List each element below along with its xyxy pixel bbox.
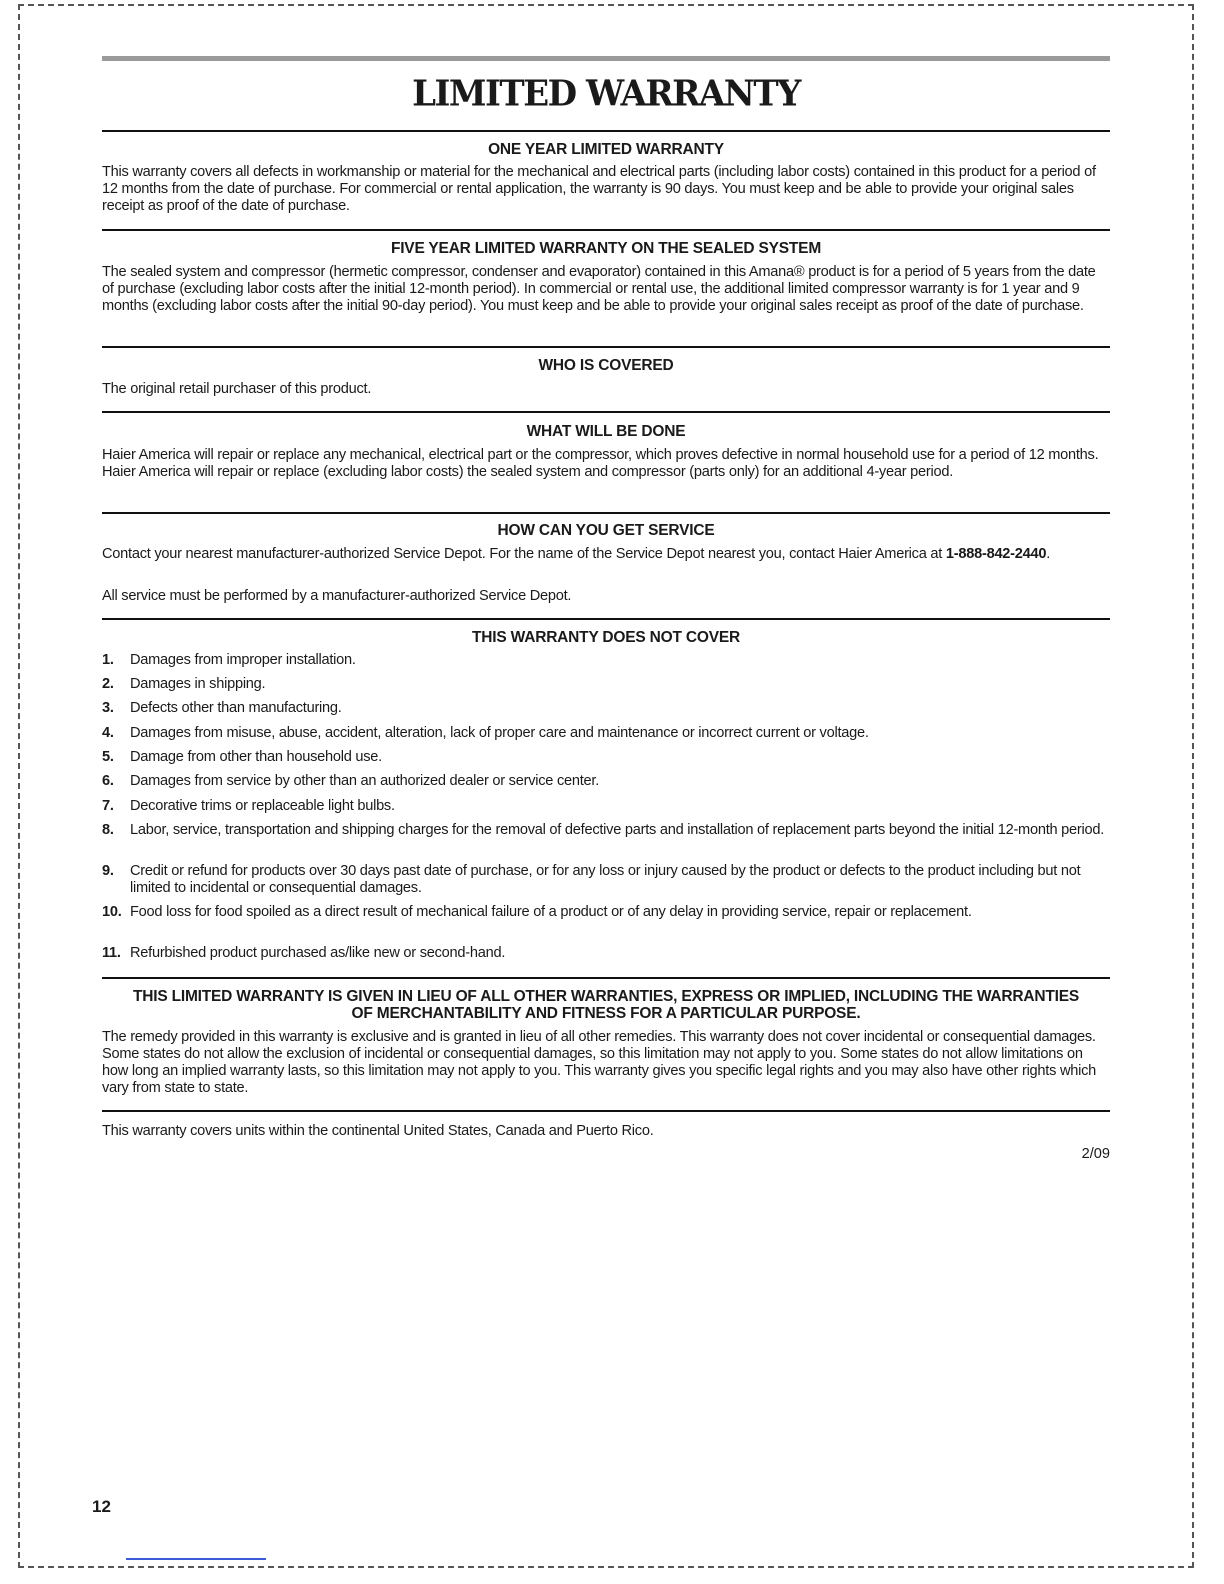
section-rule (102, 346, 1110, 348)
what-done-body: Haier America will repair or replace any mechanical, electrical part or the compressor, which proves defective in normal household use for a period of 12 months. Haier America will repair or replace (excluding labor costs) the sealed system and compressor (parts only) for an additional 4-year period. (102, 447, 1099, 480)
list-item-text: Damages from improper installation. (130, 652, 356, 668)
page-title: LIMITED WARRANTY (412, 73, 800, 115)
list-item-number: 5. (102, 749, 114, 765)
list-item-text: Damages from misuse, abuse, accident, alteration, lack of proper care and maintenance or incorrect current or voltage. (130, 725, 869, 741)
list-item-text: Decorative trims or replaceable light bulbs. (130, 798, 395, 814)
service-phone-suffix: . (1046, 546, 1051, 562)
list-item-text: Defects other than manufacturing. (130, 700, 342, 716)
service-phone: 1-888-842-2440 (945, 546, 1047, 562)
list-item-number: 9. (102, 863, 114, 879)
one-year-body: This warranty covers all defects in workmanship or material for the mechanical and electrical parts (including labor costs) contained in this product for a period of 12 months from the date of purchase. For commercial or rental application, the warranty is 90 days. You must keep and be able to provide your original sales receipt as proof of the date of purchase. (102, 164, 1096, 214)
list-item-text: Damages from service by other than an authorized dealer or service center. (130, 773, 600, 789)
list-item-text: Damages in shipping. (130, 676, 266, 692)
section-rule (102, 618, 1110, 620)
five-year-heading: FIVE YEAR LIMITED WARRANTY ON THE SEALED SYSTEM (390, 240, 822, 257)
list-item-text: Food loss for food spoiled as a direct result of mechanical failure of a product or of any delay in providing service, repair or replacement. (130, 904, 972, 920)
list-item-number: 7. (102, 798, 114, 814)
bottom-link-underline (126, 1558, 266, 1560)
service-body-2: All service must be performed by a manufacturer-authorized Service Depot. (102, 588, 572, 604)
service-text: Contact your nearest manufacturer-authorized Service Depot. For the name of the Service Depot nearest you, contact Haier America at (102, 546, 943, 562)
who-covered-heading: WHO IS COVERED (538, 357, 674, 374)
list-item-number: 6. (102, 773, 114, 789)
list-item-number: 8. (102, 822, 114, 838)
section-rule (102, 130, 1110, 132)
date-code: 2/09 (1081, 1146, 1110, 1162)
list-item-number: 3. (102, 700, 114, 716)
lieu-heading: THIS LIMITED WARRANTY IS GIVEN IN LIEU OF ALL OTHER WARRANTIES, EXPRESS OR IMPLIED, INCLUDING THE WARRANTIES OF MERCHANTABILITY AND FITNESS FOR A PARTICULAR PURPOSE. (132, 988, 1080, 1022)
list-item-number: 10. (102, 904, 122, 920)
five-year-body: The sealed system and compressor (hermetic compressor, condenser and evaporator) contained in this Amana® product is for a period of 5 years from the date of purchase (excluding labor costs after the initial 12-month period). In commercial or rental use, the additional limited compressor warranty is for 1 year and 9 months (excluding labor costs after the initial 90-day period). You must keep and be able to provide your original sales receipt as proof of the date of purchase. (102, 264, 1096, 314)
list-item-text: Damage from other than household use. (130, 749, 382, 765)
section-rule (102, 977, 1110, 979)
service-heading: HOW CAN YOU GET SERVICE (497, 522, 715, 539)
section-rule (102, 229, 1110, 231)
top-gray-bar (102, 56, 1110, 61)
who-covered-body: The original retail purchaser of this product. (102, 381, 372, 397)
list-item-number: 1. (102, 652, 114, 668)
coverage-body: This warranty covers units within the continental United States, Canada and Puerto Rico. (102, 1123, 654, 1139)
list-item-number: 11. (102, 945, 121, 961)
what-done-heading: WHAT WILL BE DONE (526, 423, 686, 440)
section-rule (102, 512, 1110, 514)
page-number: 12 (92, 1497, 111, 1516)
list-item-text: Labor, service, transportation and shipping charges for the removal of defective parts and installation of replacement parts beyond the initial 12-month period. (130, 822, 1105, 838)
list-item-number: 2. (102, 676, 114, 692)
section-rule (102, 411, 1110, 413)
lieu-body: The remedy provided in this warranty is exclusive and is granted in lieu of all other remedies. This warranty does not cover incidental or consequential damages. Some states do not allow the exclusion of incidental or consequential damages, so this limitation may not apply to you. Some states do not allow limitations on how long an implied warranty lasts, so this limitation may not apply to you. This warranty gives you specific legal rights and you may also have other rights which vary from state to state. (102, 1029, 1097, 1096)
list-item-text: Credit or refund for products over 30 days past date of purchase, or for any loss or injury caused by the product or defects to the product including but not limited to incidental or consequential damages. (130, 863, 1081, 896)
not-cover-heading: THIS WARRANTY DOES NOT COVER (472, 629, 740, 646)
one-year-heading: ONE YEAR LIMITED WARRANTY (488, 141, 724, 158)
service-body (102, 546, 1110, 563)
section-rule (102, 1110, 1110, 1112)
list-item-text: Refurbished product purchased as/like new or second-hand. (130, 945, 506, 961)
list-item-number: 4. (102, 725, 114, 741)
